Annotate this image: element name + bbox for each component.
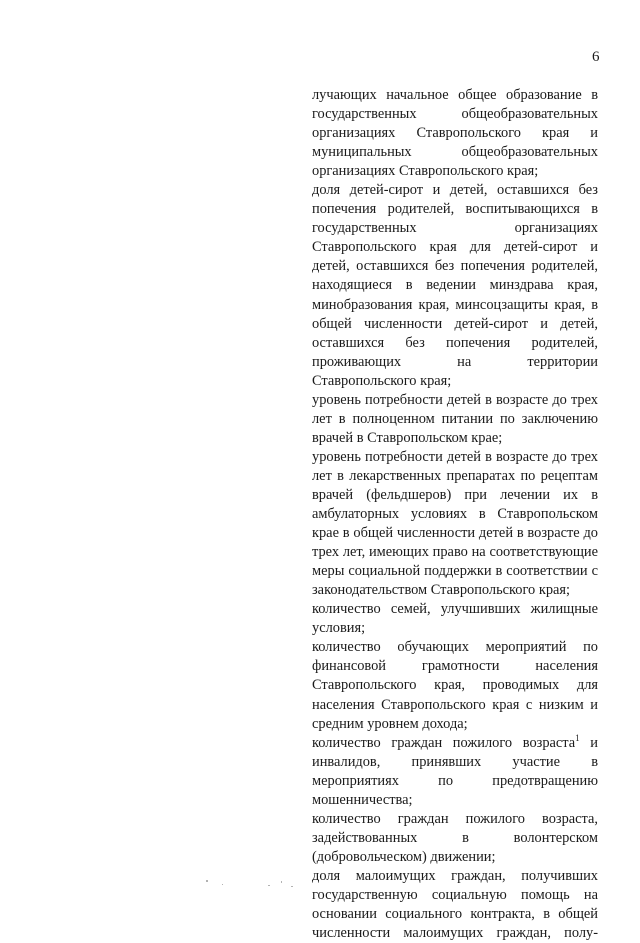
scan-speck — [291, 886, 293, 887]
footnote-marker: 1 — [575, 732, 580, 743]
scan-speck — [222, 884, 223, 885]
text-column — [312, 86, 598, 943]
scan-speck — [268, 885, 270, 886]
page-number: 6 — [592, 49, 600, 65]
scan-speck — [206, 880, 208, 882]
paragraph-4: уровень потребности детей в возрасте до трех лет в лекарственных препаратах по рецептам врачей (фельдшеров) при лечении их в амбулаторных условиях в Ставропольском крае в общей численности детей в возрасте до трех лет, имеющих право на соответствующие меры социальной поддержки в соответствии с законодательством Ставропольского края; — [312, 448, 598, 599]
paragraph-5: количество семей, улучшивших жилищные условия; — [312, 601, 598, 637]
scan-speck — [281, 881, 282, 883]
paragraph-7-text-before-footnote: количество граждан пожилого возраста — [312, 734, 576, 751]
paragraph-2: доля детей-сирот и детей, оставшихся без попечения родителей, воспитывающихся в государственных организациях Ставропольского края для детей-сирот и детей, оставшихся без попечения родителей, находящиеся в ведении минздрава края, минобразования края, минсоцзащиты края, в общей численности детей-сирот и детей, оставшихся без попечения родителей, проживающих на территории Ставропольского края; — [312, 182, 598, 389]
paragraph-7 — [312, 734, 598, 810]
paragraph-8: количество граждан пожилого возраста, задействованных в волонтерском (добровольческом) движении; — [312, 810, 598, 865]
paragraph-9: доля малоимущих граждан, получивших государственную социальную помощь на основании социального контракта, в общей численности малоимущих граждан, полу- — [312, 867, 598, 942]
paragraph-3: уровень потребности детей в возрасте до трех лет в полноценном питании по заключению врачей в Ставропольском крае; — [312, 391, 598, 446]
paragraph-7-text-after-footnote: и инвалидов, принявших участие в мероприятиях по предотвращению мошенничества; — [312, 734, 598, 808]
paragraph-6: количество обучающих мероприятий по финансовой грамотности населения Ставропольского края, проводимых для населения Ставропольского края с низким и средним уровнем дохода; — [312, 639, 598, 732]
paragraph-1: лучающих начальное общее образование в государственных общеобразовательных организациях Ставропольского края и муниципальных общеобразовательных организациях Ставропольского края; — [312, 87, 598, 180]
